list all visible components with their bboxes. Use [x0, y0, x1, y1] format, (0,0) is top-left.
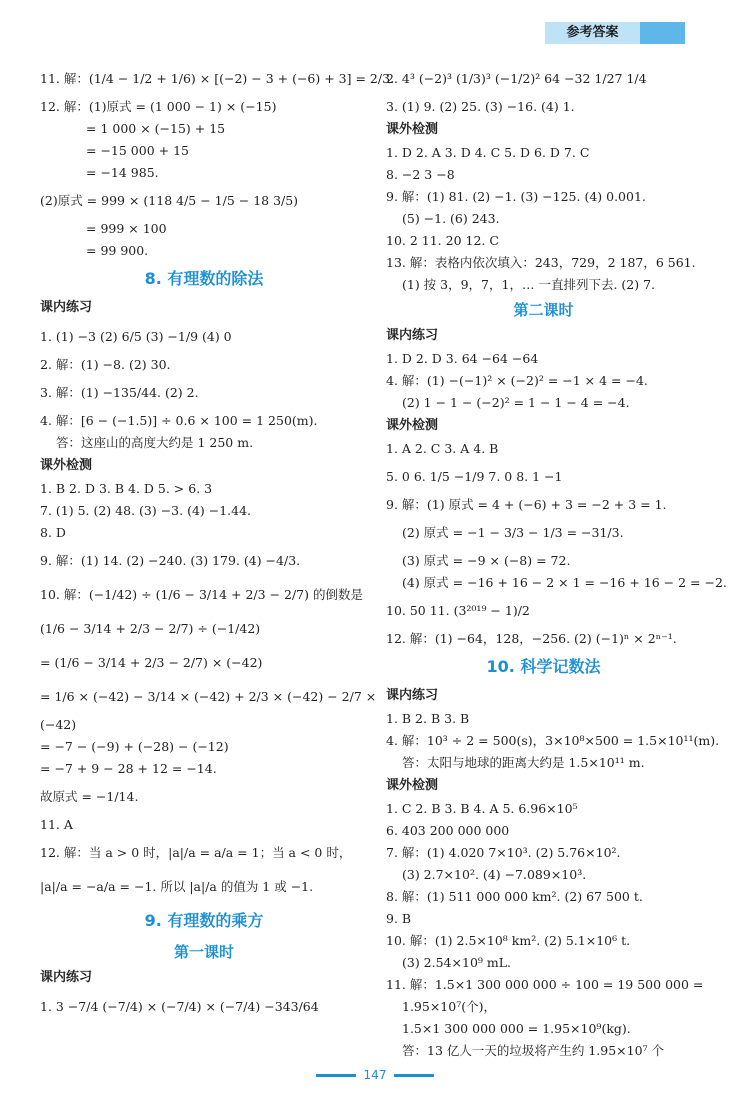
left-line: = −14 985.	[86, 165, 159, 180]
right-line: 10. 解：(1) 2.5×10⁸ km². (2) 5.1×10⁶ t.	[386, 933, 631, 948]
left-line: (−42)	[40, 717, 77, 732]
right-line: 1. B 2. B 3. B	[386, 711, 470, 726]
right-line: 3. (1) 9. (2) 25. (3) −16. (4) 1.	[386, 99, 575, 114]
right-line: 10. 科学记数法	[486, 657, 601, 676]
left-line: 课外检测	[40, 458, 93, 473]
right-line: 12. 解：(1) −64，128，−256. (2) (−1)ⁿ × 2ⁿ⁻¹.	[386, 631, 677, 646]
left-line: 9. 有理数的乘方	[144, 911, 264, 930]
right-line: 课内练习	[386, 328, 439, 343]
left-line: = (1/6 − 3/14 + 2/3 − 2/7) × (−42)	[40, 655, 263, 670]
right-line: 答：13 亿人一天的垃圾将产生约 1.95×10⁷ 个	[402, 1043, 665, 1058]
left-line: 12. 解：(1)原式 = (1 000 − 1) × (−15)	[40, 99, 277, 114]
left-line: 10. 解：(−1/42) ÷ (1/6 − 3/14 + 2/3 − 2/7) 的倒数是	[40, 587, 363, 602]
left-line: 4. 解：[6 − (−1.5)] ÷ 0.6 × 100 = 1 250(m).	[40, 413, 318, 428]
left-line: 课内练习	[40, 300, 93, 315]
right-line: 9. B	[386, 911, 412, 926]
header-label: 参考答案	[545, 22, 640, 44]
right-line: 13. 解：表格内依次填入：243，729，2 187，6 561.	[386, 255, 696, 270]
right-line: 第二课时	[513, 301, 574, 319]
right-line: 11. 解：1.5×1 300 000 000 ÷ 100 = 19 500 000 =	[386, 977, 704, 992]
left-line: 11. A	[40, 817, 73, 832]
left-line: 3. 解：(1) −135/44. (2) 2.	[40, 385, 199, 400]
right-line: 1.5×1 300 000 000 = 1.95×10⁹(kg).	[402, 1021, 631, 1036]
left-line: (1/6 − 3/14 + 2/3 − 2/7) ÷ (−1/42)	[40, 621, 261, 636]
left-line: 11. 解：(1/4 − 1/2 + 1/6) × [(−2) − 3 + (−6) + 3] = 2/3.	[40, 71, 395, 86]
right-line: 1. D 2. D 3. 64 −64 −64	[386, 351, 539, 366]
left-column	[40, 62, 395, 1024]
right-line: (2) 1 − 1 − (−2)² = 1 − 1 − 4 = −4.	[402, 395, 630, 410]
right-line: (3) 2.54×10⁹ mL.	[402, 955, 512, 970]
left-line: 故原式 = −1/14.	[40, 789, 139, 804]
right-line: 4. 解：10³ ÷ 2 = 500(s)，3×10⁸×500 = 1.5×10¹¹(m).	[386, 733, 720, 748]
right-line: (1) 按 3，9，7，1，… 一直排列下去. (2) 7.	[402, 277, 655, 292]
left-line: 1. (1) −3 (2) 6/5 (3) −1/9 (4) 0	[40, 329, 232, 344]
right-line: 10. 2 11. 20 12. C	[386, 233, 499, 248]
right-line: (4) 原式 = −16 + 16 − 2 × 1 = −16 + 16 − 2 = −2.	[402, 575, 727, 590]
left-line: 1. 3 −7/4 (−7/4) × (−7/4) × (−7/4) −343/64	[40, 999, 319, 1014]
right-line: 1.95×10⁷(个)，	[402, 999, 496, 1014]
left-line: (2)原式 = 999 × (118 4/5 − 1/5 − 18 3/5)	[40, 193, 299, 208]
page-number: 147	[363, 1068, 387, 1082]
right-line: 课外检测	[386, 778, 439, 793]
right-line: 5. 0 6. 1/5 −1/9 7. 0 8. 1 −1	[386, 469, 563, 484]
left-line: = −15 000 + 15	[86, 143, 189, 158]
right-line: (5) −1. (6) 243.	[402, 211, 500, 226]
left-line: = 999 × 100	[86, 221, 167, 236]
left-line: 12. 解：当 a > 0 时，|a|/a = a/a = 1；当 a < 0 时，	[40, 845, 352, 860]
right-line: 课内练习	[386, 688, 439, 703]
right-line: (2) 原式 = −1 − 3/3 − 1/3 = −31/3.	[402, 525, 624, 540]
left-line: 答：这座山的高度大约是 1 250 m.	[56, 435, 254, 450]
left-line: = 1 000 × (−15) + 15	[86, 121, 226, 136]
right-line: 2. 4³ (−2)³ (1/3)³ (−1/2)² 64 −32 1/27 1/4	[386, 71, 647, 86]
right-line: (3) 原式 = −9 × (−8) = 72.	[402, 553, 571, 568]
left-line: 2. 解：(1) −8. (2) 30.	[40, 357, 171, 372]
right-line: 9. 解：(1) 81. (2) −1. (3) −125. (4) 0.001.	[386, 189, 646, 204]
left-line: 9. 解：(1) 14. (2) −240. (3) 179. (4) −4/3.	[40, 553, 301, 568]
right-line: 1. C 2. B 3. B 4. A 5. 6.96×10⁵	[386, 801, 578, 816]
left-line: = 1/6 × (−42) − 3/14 × (−42) + 2/3 × (−42) − 2/7 ×	[40, 689, 377, 704]
right-line: 课外检测	[386, 122, 439, 137]
right-line: 8. −2 3 −8	[386, 167, 455, 182]
right-line: 课外检测	[386, 418, 439, 433]
right-line: 8. 解：(1) 511 000 000 km². (2) 67 500 t.	[386, 889, 643, 904]
left-line: |a|/a = −a/a = −1. 所以 |a|/a 的值为 1 或 −1.	[40, 879, 314, 894]
right-line: 1. A 2. C 3. A 4. B	[386, 441, 499, 456]
right-line: (3) 2.7×10². (4) −7.089×10³.	[402, 867, 587, 882]
right-line: 7. 解：(1) 4.020 7×10³. (2) 5.76×10².	[386, 845, 621, 860]
right-line: 9. 解：(1) 原式 = 4 + (−6) + 3 = −2 + 3 = 1.	[386, 497, 667, 512]
footer-dash-right	[394, 1074, 434, 1077]
left-line: 第一课时	[173, 943, 234, 961]
footer-dash-left	[316, 1074, 356, 1077]
right-column	[386, 62, 727, 1062]
left-line: = 99 900.	[86, 243, 149, 258]
page-footer	[0, 1068, 750, 1082]
right-line: 4. 解：(1) −(−1)² × (−2)² = −1 × 4 = −4.	[386, 373, 648, 388]
left-line: = −7 − (−9) + (−28) − (−12)	[40, 739, 229, 754]
right-line: 1. D 2. A 3. D 4. C 5. D 6. D 7. C	[386, 145, 590, 160]
left-line: 8. 有理数的除法	[144, 269, 264, 288]
left-line: 7. (1) 5. (2) 48. (3) −3. (4) −1.44.	[40, 503, 252, 518]
left-line: 课内练习	[40, 970, 93, 985]
right-line: 10. 50 11. (3²⁰¹⁹ − 1)/2	[386, 603, 530, 618]
right-line: 6. 403 200 000 000	[386, 823, 510, 838]
left-line: 1. B 2. D 3. B 4. D 5. > 6. 3	[40, 481, 213, 496]
left-line: 8. D	[40, 525, 66, 540]
right-line: 答：太阳与地球的距离大约是 1.5×10¹¹ m.	[402, 755, 645, 770]
left-line: = −7 + 9 − 28 + 12 = −14.	[40, 761, 217, 776]
